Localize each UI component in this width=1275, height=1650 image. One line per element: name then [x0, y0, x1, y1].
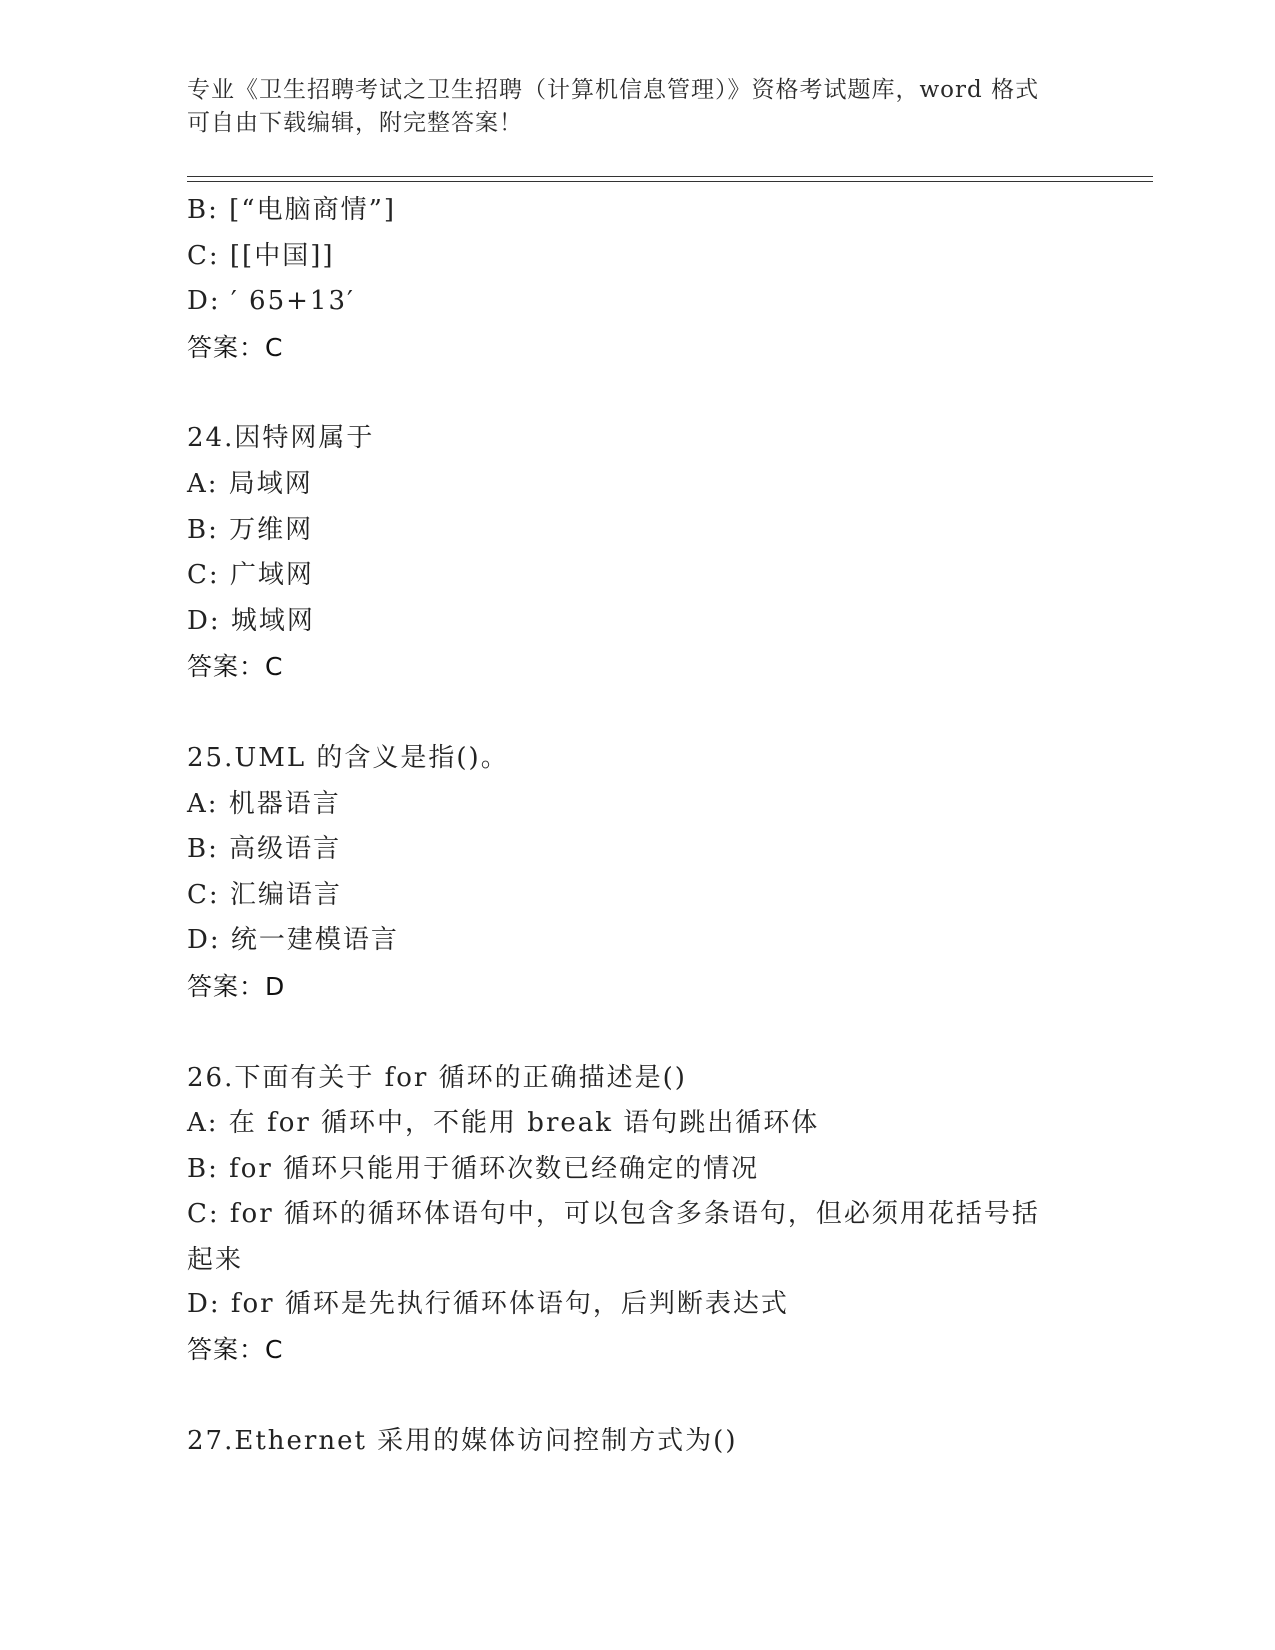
header-title-line-2: 可自由下载编辑，附完整答案！ — [187, 110, 523, 136]
question-stem: 26.下面有关于 for 循环的正确描述是() — [187, 1062, 687, 1093]
question-24 — [187, 416, 1087, 690]
option-c: C: [[中国]] — [187, 240, 335, 271]
spacer — [187, 1010, 1087, 1056]
question-27 — [187, 1419, 1087, 1465]
question-23-continued — [187, 188, 1087, 370]
header-title-line-1: 专业《卫生招聘考试之卫生招聘（计算机信息管理）》资格考试题库，word 格式 — [187, 77, 1040, 103]
answer-line: 答案：C — [187, 332, 284, 362]
answer-line: 答案：C — [187, 1335, 284, 1365]
spacer — [187, 690, 1087, 736]
document-header — [187, 74, 1087, 140]
header-divider-top — [187, 176, 1153, 177]
answer-line: 答案：D — [187, 971, 286, 1001]
option-c: C: for 循环的循环体语句中，可以包含多条语句，但必须用花括号括 — [187, 1199, 1040, 1230]
question-26 — [187, 1056, 1087, 1374]
question-stem: 27.Ethernet 采用的媒体访问控制方式为() — [187, 1426, 738, 1457]
option-d: D: 城域网 — [187, 605, 315, 636]
option-b: B: [“电脑商情”] — [187, 195, 397, 225]
header-divider-bottom — [187, 181, 1153, 182]
option-c: C: 广域网 — [187, 560, 314, 591]
option-a: A: 局域网 — [187, 468, 313, 499]
question-stem: 25.UML 的含义是指()。 — [187, 742, 509, 773]
option-d: D: ′ 65+13′ — [187, 286, 355, 317]
option-d: D: 统一建模语言 — [187, 925, 399, 956]
option-a: A: 在 for 循环中，不能用 break 语句跳出循环体 — [187, 1108, 820, 1139]
option-b: B: for 循环只能用于循环次数已经确定的情况 — [187, 1153, 760, 1184]
option-a: A: 机器语言 — [187, 788, 341, 819]
question-stem: 24.因特网属于 — [187, 423, 375, 454]
question-list — [187, 188, 1087, 1465]
option-b: B: 万维网 — [187, 514, 314, 545]
answer-line: 答案：C — [187, 652, 284, 682]
option-b: B: 高级语言 — [187, 834, 342, 865]
spacer — [187, 1373, 1087, 1419]
option-d: D: for 循环是先执行循环体语句，后判断表达式 — [187, 1288, 789, 1319]
option-c: C: 汇编语言 — [187, 879, 342, 910]
option-c-continuation: 起来 — [187, 1244, 244, 1275]
question-25 — [187, 736, 1087, 1010]
spacer — [187, 370, 1087, 416]
